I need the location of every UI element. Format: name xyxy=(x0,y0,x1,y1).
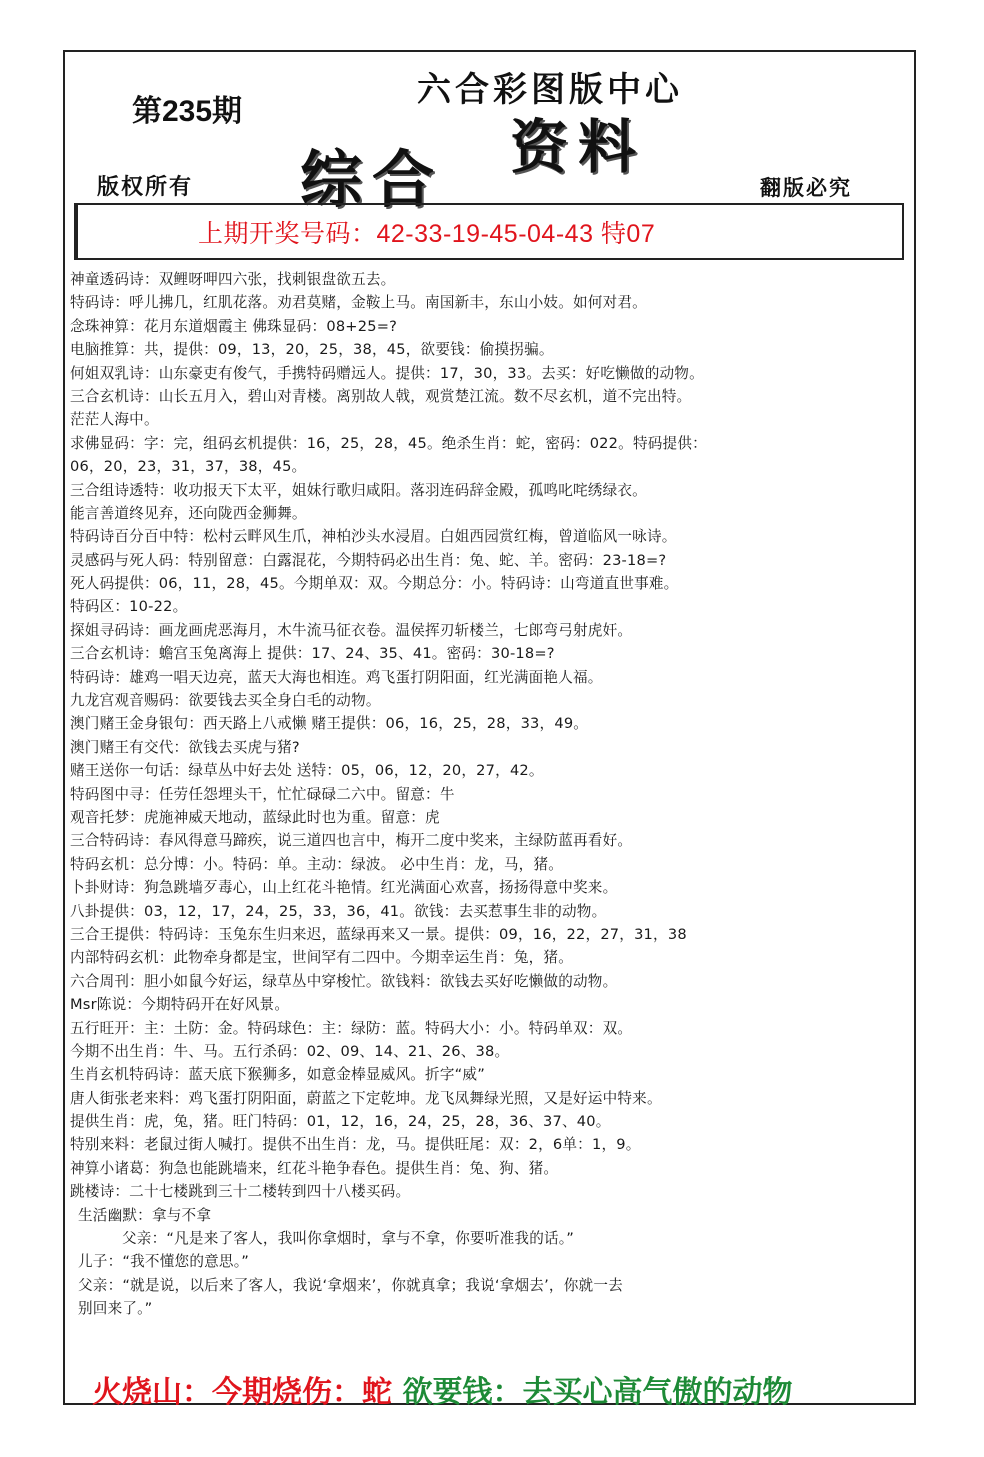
content-line: 特别来料：老鼠过街人喊打。提供不出生肖：龙，马。提供旺尾：双：2，6单：1，9。 xyxy=(70,1136,641,1154)
content-line: 今期不出生肖：牛、马。五行杀码：02、09、14、21、26、38。 xyxy=(70,1042,510,1060)
content-line: 何姐双乳诗：山东豪吏有俊气，手携特码赠远人。提供：17，30，33。去买：好吃懒做的动物。 xyxy=(70,364,704,382)
content-line: 三合特码诗：春风得意马蹄疾，说三道四也言中，梅开二度中奖来，主绿防蓝再看好。 xyxy=(70,832,633,850)
content-line: 三合王提供：特码诗：玉兔东生归来迟，蓝绿再来又一景。提供：09，16，22，27，31，38 xyxy=(70,925,687,943)
no-copy-notice: 翻版必究 xyxy=(760,175,852,200)
content-line: 特码诗：呼儿拂几，红肌花落。劝君莫赌，金鞍上马。南国新丰，东山小妓。如何对君。 xyxy=(70,294,647,312)
content-line: 澳门赌王金身银句：西天路上八戒懒 赌王提供：06，16，25，28，33，49。 xyxy=(70,715,589,733)
content-line: 跳楼诗：二十七楼跳到三十二楼转到四十八楼买码。 xyxy=(70,1183,411,1201)
content-line: 神算小诸葛：狗急也能跳墙来，红花斗艳争春色。提供生肖：兔、狗、猪。 xyxy=(70,1159,559,1177)
center-title: 六合彩图版中心 xyxy=(417,70,683,110)
content-line: 三合玄机诗：蟾宫玉兔离海上 提供：17、24、35、41。密码：30-18=? xyxy=(70,645,555,663)
content-line: 唐人街张老来料：鸡飞蛋打阴阳面，蔚蓝之下定乾坤。龙飞凤舞绿光照，又是好运中特来。 xyxy=(70,1089,662,1107)
content-line: 特码图中寻：任劳任怨埋头干，忙忙碌碌二六中。留意：牛 xyxy=(70,785,455,803)
joke-line: 父亲：“就是说，以后来了客人，我说‘拿烟来’，你就真拿；我说‘拿烟去’，你就一去 xyxy=(78,1276,623,1294)
content-line: 三合玄机诗：山长五月入，碧山对青楼。离别故人戟，观赏楚江流。数不尽玄机，道不完出特。 xyxy=(70,387,692,405)
content-line: 求佛显码：字：完，组码玄机提供：16，25，28，45。绝杀生肖：蛇，密码：022。特码提供： xyxy=(70,434,707,452)
content-line: 能言善道终见弃，还向陇西金狮舞。 xyxy=(70,504,307,522)
content-line: 三合组诗透特：收功报天下太平，姐妹行歌归咸阳。落羽连码辞金殿，孤鸣叱咤绣绿衣。 xyxy=(70,481,647,499)
content-line: 内部特码玄机：此物牵身都是宝，世间罕有二四中。今期幸运生肖：兔，猪。 xyxy=(70,949,573,967)
content-line: 九龙宫观音赐码：欲要钱去买全身白毛的动物。 xyxy=(70,692,381,710)
joke-line: 父亲：“凡是来了客人，我叫你拿烟时，拿与不拿，你要听准我的话。” xyxy=(122,1230,575,1248)
footer-red-text: 火烧山：今期烧伤：蛇 xyxy=(92,1375,392,1410)
content-line: 观音托梦：虎施神威天地动，蓝绿此时也为重。留意：虎 xyxy=(70,808,440,826)
content-line: 灵感码与死人码：特别留意：白露混花，今期特码必出生肖：兔、蛇、羊。密码：23-18=? xyxy=(70,551,667,569)
content-line: 神童透码诗：双鲤呀呷四六张，找刺银盘欲五去。 xyxy=(70,271,396,288)
content-line: 六合周刊：胆小如鼠今好运，绿草丛中穿梭忙。欲钱料：欲钱去买好吃懒做的动物。 xyxy=(70,972,618,990)
content-line: 五行旺开：主：土防：金。特码球色：主：绿防：蓝。特码大小：小。特码单双：双。 xyxy=(70,1019,633,1037)
content-line: 卜卦财诗：狗急跳墙歹毒心，山上红花斗艳情。红光满面心欢喜，扬扬得意中奖来。 xyxy=(70,879,618,897)
content-line: 特码玄机：总分博：小。特码：单。主动：绿波。 必中生肖：龙，马，猪。 xyxy=(70,855,564,873)
content-line: 死人码提供：06，11，28，45。今期单双：双。今期总分：小。特码诗：山弯道直世事难。 xyxy=(70,575,679,593)
content-line: 特码诗百分百中特：松村云畔风生爪，神柏沙头水浸眉。白姐西园赏红梅，曾道临风一咏诗。 xyxy=(70,528,677,546)
content-line: Msr陈说：今期特码开在好风景。 xyxy=(70,996,290,1014)
joke-line: 别回来了。” xyxy=(78,1300,153,1318)
issue-number: 第235期 xyxy=(132,95,243,128)
content-body xyxy=(70,268,910,1321)
content-line: 提供生肖：虎，兔，猪。旺门特码：01，12，16，24，25，28，36、37、40。 xyxy=(70,1113,611,1131)
content-line: 特码诗：雄鸡一唱天边亮，蓝天大海也相连。鸡飞蛋打阴阳面，红光满面艳人福。 xyxy=(70,668,603,686)
content-line: 赌王送你一句话：绿草丛中好去处 送特：05，06，12，20，27，42。 xyxy=(70,762,544,780)
content-line: 生肖玄机特码诗：蓝天底下猴狮多，如意金棒显威风。折字“威” xyxy=(70,1066,485,1084)
joke-line: 儿子：“我不懂您的意思。” xyxy=(78,1253,249,1271)
footer-green-text: 欲要钱：去买心高气傲的动物 xyxy=(402,1375,793,1410)
copyright-notice: 版权所有 xyxy=(97,174,194,200)
content-line: 念珠神算：花月东道烟霞主 佛珠显码：08+25=? xyxy=(70,317,398,335)
content-line: 茫茫人海中。 xyxy=(70,411,159,429)
footer-banner xyxy=(92,1367,792,1411)
main-title-left: 综合 xyxy=(300,143,445,216)
main-title-right: 资料 xyxy=(510,113,647,181)
content-line: 06，20，23，31，37，38，45。 xyxy=(70,458,307,476)
last-result-text: 上期开奖号码：42-33-19-45-04-43 特07 xyxy=(198,220,656,248)
content-line: 探姐寻码诗：画龙画虎恶海月，木牛流马征衣卷。温侯挥刃斩楼兰，七郎弯弓射虎奸。 xyxy=(70,621,633,639)
joke-title: 生活幽默：拿与不拿 xyxy=(78,1206,212,1224)
content-line: 八卦提供：03，12，17，24，25，33，36，41。欲钱：去买惹事生非的动物。 xyxy=(70,902,607,920)
content-line: 电脑推算：共，提供：09，13，20，25，38，45，欲要钱：偷摸拐骗。 xyxy=(70,341,554,359)
content-line: 澳门赌王有交代：欲钱去买虎与猪? xyxy=(70,738,300,756)
content-line: 特码区：10-22。 xyxy=(70,598,188,616)
